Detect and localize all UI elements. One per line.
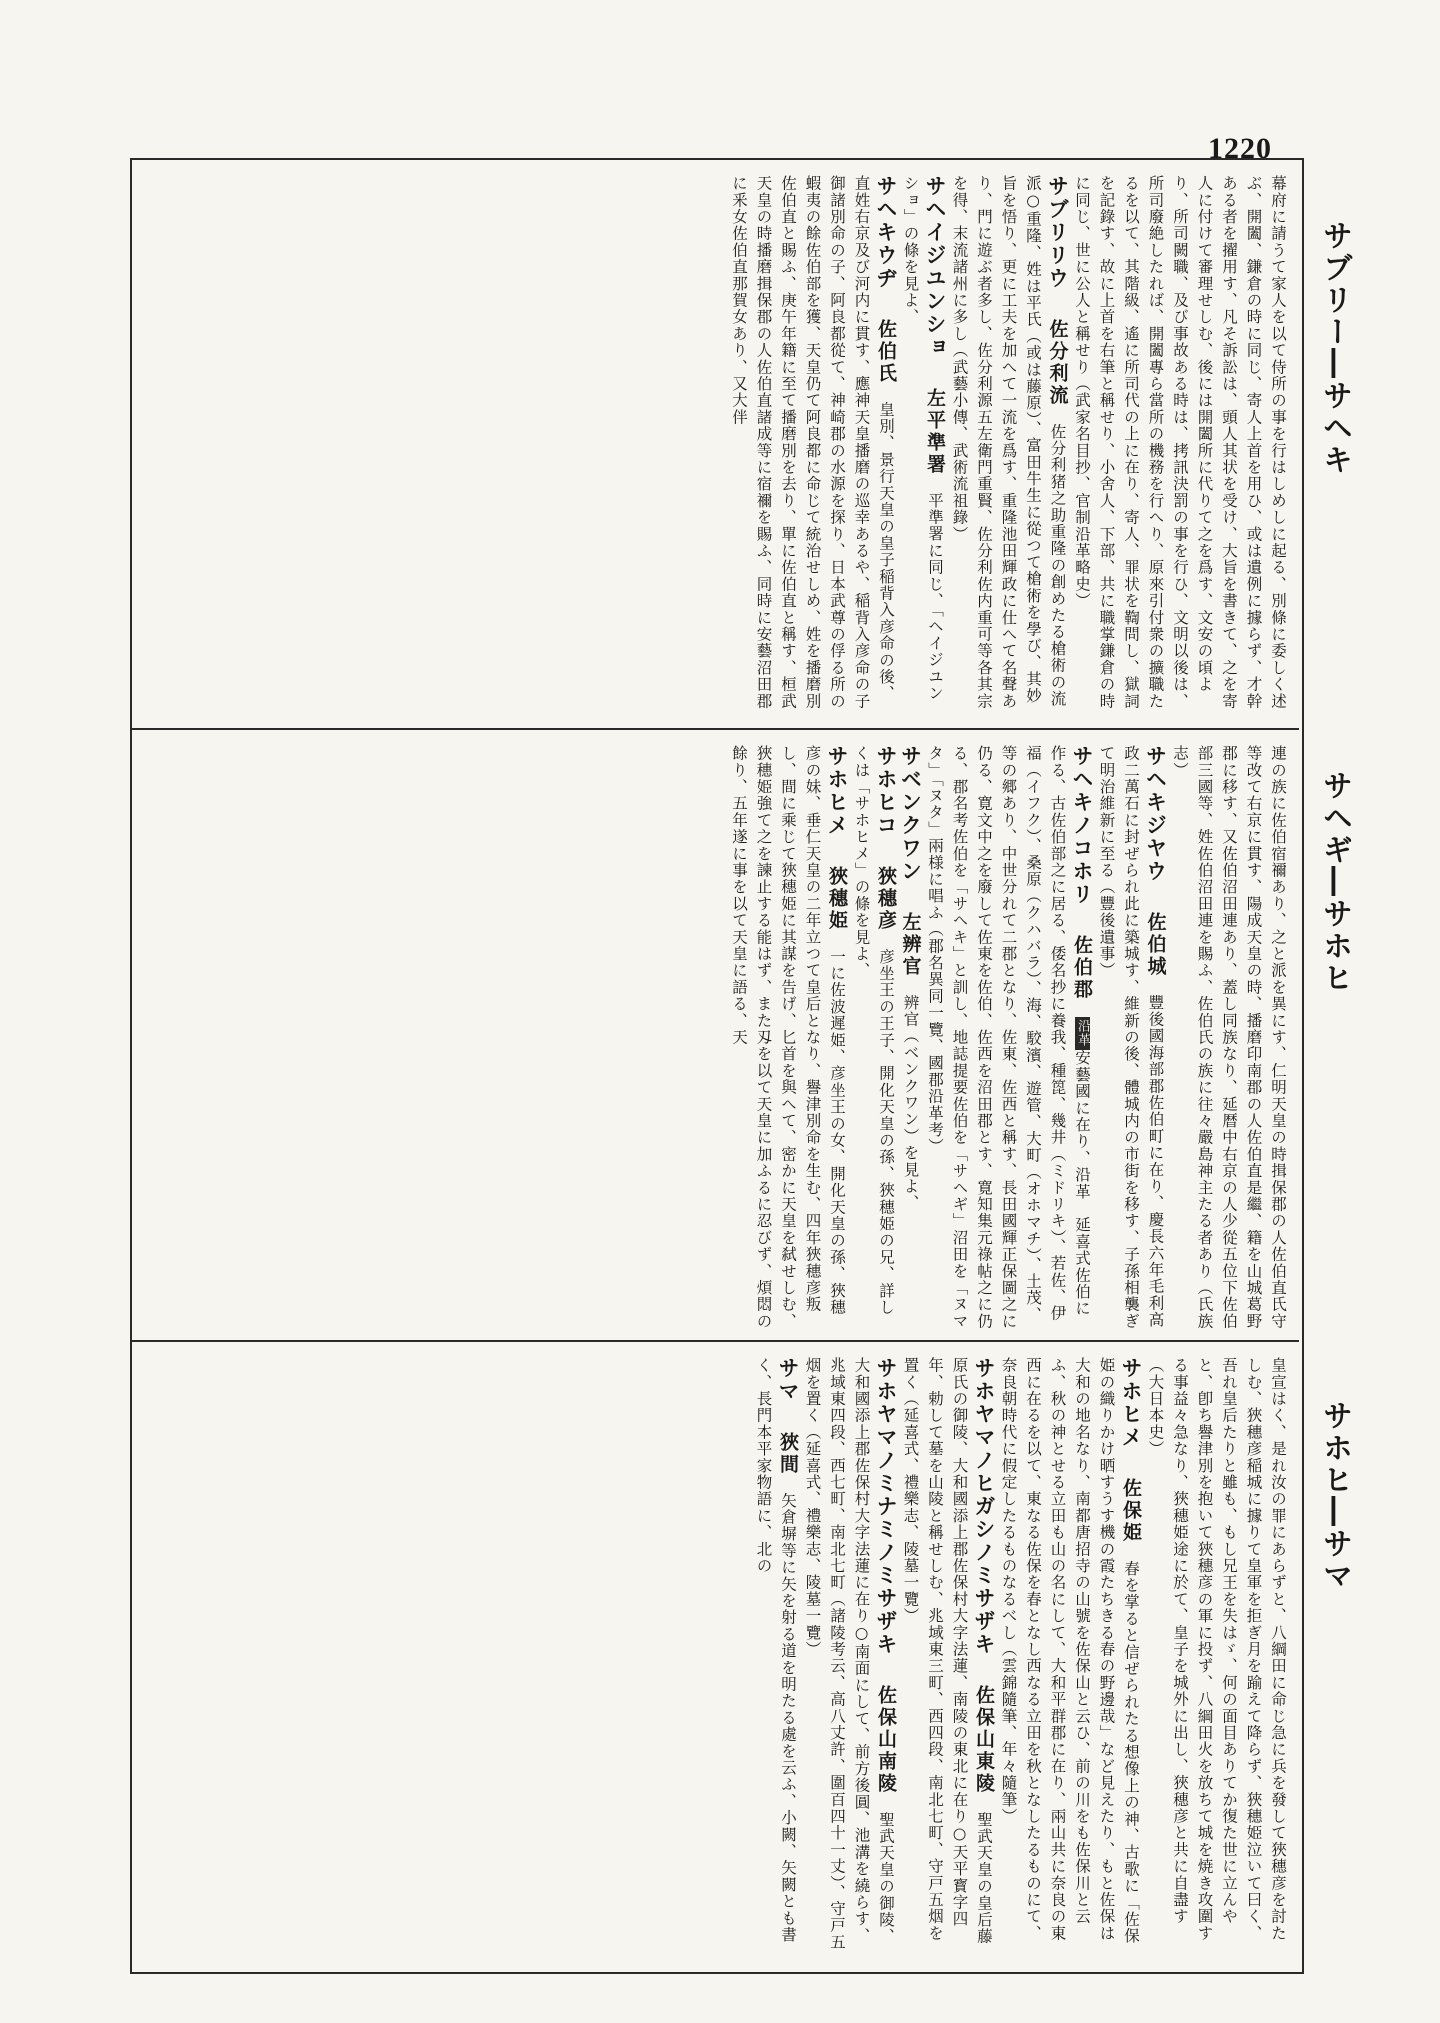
entry <box>898 175 947 715</box>
entry-heading: サホヤマノミナミノミサザキ <box>874 1357 898 1656</box>
text-band-middle <box>140 745 1290 1330</box>
entry-heading: サヘイジユンショ <box>923 175 947 359</box>
entry-text: 一に佐波遲姫、彦坐王の女、開化天皇の孫、狹穗彦の妹、垂仁天皇の二年立つて皇后となり、譽津別命を生む、四年狹穗彦叛し、間に乘じて狹穗姫に其謀を告げ、匕首を與へて、密かに天皇を弑せしむ、狹穗姫強て之を諫止する能はず、また刄を以て天皇に加ふるに忍びず、煩悶の餘り、五年遂に事を以て天皇に語る、天 <box>730 745 846 1330</box>
entry-kanji: 佐伯城 <box>1144 911 1167 978</box>
entry-text: 彦坐王の王子、開化天皇の孫、狹穗姫の兄、詳しくは「サホヒメ」の條を見よ、 <box>852 745 895 1316</box>
entry-text: 春を掌ると信ぜられたる想像上の神、古歌に「佐保姫の織りかけ晒すうす機の霞たちきる春の野邊哉」など見えたり、もと佐保は大和の地名なり、南都唐招寺の山號を佐保山と云ひ、前の川をも佐保川と云ふ、秋の神とせる立田も山の名にして、大和平群郡に在り、兩山共に奈良の東西に在るを以て、東なる佐保を春となし西なる立田を秋となしたるものにて、奈良朝時代に假定したるものなるべし（雲錦隨筆、年々隨筆） <box>999 1357 1140 1945</box>
entry <box>727 745 850 1330</box>
entry-heading: サマ <box>776 1357 800 1403</box>
entry-text: 皇別、景行天皇の皇子稲背入彦命の後、直姓右京及び河内に貫す、應神天皇播磨の巡幸あるや、稲背入彦命の子御諸別命の子、阿良都從て、神崎郡の水源を探り、日本武尊の俘る所の蝦夷の餘佐伯部を獲、天皇仍て阿良都に命じて統治せしめ、姓を播磨別佐伯直と賜ふ、庚午年籍に至て播磨別を去り、單に佐伯直と稱す、桓武天皇の時播磨揖保郡の人佐伯直諸成等に宿禰を賜ふ、同時に安藝沼田郡に釆女佐伯直那賀女あり、又大伴 <box>730 175 895 710</box>
entry-heading: サヘキジヤウ <box>1143 745 1168 883</box>
entry <box>727 175 899 715</box>
entry-kanji: 佐保山南陵 <box>875 1684 897 1795</box>
entry <box>751 1357 800 1957</box>
text-band-bottom <box>140 1357 1290 1957</box>
entry <box>849 745 898 1330</box>
entry-heading: サヘキウヂ <box>874 175 898 290</box>
entry-kanji: 佐分利流 <box>1046 318 1069 407</box>
entry-kanji: 左平準署 <box>924 387 946 476</box>
section-divider <box>132 1340 1299 1342</box>
entry-text: 安藝國に在り、沿革 延喜式佐伯に作る、古佐伯部之に居る、倭名抄に養我、種箆、幾井（ミドリキ）、若佐、伊福（イフク）、桑原（クハバラ）、海、駮濱、遊管、大町（オホマチ）、土茂、等の郷あり、中世分れて二郡となり、佐東、佐西と稱す、長田國輝正保圖之に仍る、寛文中之を廢して佐東を佐伯、佐西を沼田郡とす、寛知集元祿帖之に仍る、郡名考佐伯を「サヘキ」と訓し、地誌提要佐伯を「サヘギ」沼田を「ヌマタ」「ヌタ」兩様に唱ふ（郡名異同一覽、國郡沿革考） <box>926 745 1091 1330</box>
entry-kanji: 狹穗彦 <box>875 865 897 932</box>
entry-heading: サヘキノコホリ <box>1070 745 1094 906</box>
entry-text: 矢倉塀等に矢を射る道を明たる處を云ふ、小闕、矢闕とも書く、長門本平家物語に、北の <box>754 1357 797 1944</box>
entry-text: 平準署に同じ、「ヘイジユンショ」の條を見よ、 <box>901 175 944 702</box>
entry-heading: サホヒコ <box>874 745 898 837</box>
continued-text: 皇宣はく、是れ汝の罪にあらずと、八綱田に命じ急に兵を發して狹穗彦を討たしむ、狹穗彦稲城に據りて皇軍を拒ぎ月を踰えて降らず、狹穗姫泣いて曰く、吾れ皇后たりと雖も、もし兄王を失はゞ、何の面目ありてか復た世に立んやと、卽ち譽津別を抱いて狹穗彦の軍に投ず、八綱田火を放ちて城を焼き攻圍する事益々急なり、狹穗姫途に於て、皇子を城外に出し、狹穗彦と共に自盡す（大日本史） <box>1146 1357 1287 1942</box>
entry-kanji: 狹穗姫 <box>826 865 848 932</box>
entry-kanji: 左辨官 <box>899 911 922 978</box>
continued-text: 幕府に請うて家人を以て侍所の事を行はしめしに起る、別條に委しく述ぶ、開闔、鎌倉の時に同じ、寄人上首を用ひ、或は遺例に據らず、才幹ある者を擢用す、凡そ訴訟は、頭人其状を受け、大旨を書きて、之を寄人に付けて審理せしむ、後には開闔所に代りて之を爲す、文安の頃より、所司闕職、及び事故ある時は、拷訊決罰の事を行ひ、文明以後は、所司廢絶したれば、開闔專ら當所の機務を行へり、原來引付衆の擴職たるを以て、其階級、遙に所司代の上に在り、寄人、罪状を鞫問し、獄詞を記錄す、故に上首を右筆と稱せり、小舍人、下部、共に職掌鎌倉の時に同じ、世に公人と稱せり（武家名目抄、官制沿革略史） <box>1073 175 1287 710</box>
entry-text: 聖武天皇の御陵、大和國添上郡佐保村大字法蓮に在り○南面にして、前方後圓、池溝を繞らす、兆域東四段、西七町、南北七町（諸陵考云、高八丈許、圍百四十一丈）、守戸五烟を置く（延喜式、禮樂志、陵墓一覽） <box>803 1357 895 1951</box>
entry <box>898 745 923 1330</box>
entry <box>898 1357 996 1957</box>
entry <box>996 1357 1143 1957</box>
entry-text: 辨官（ベンクワン）を見よ、 <box>901 994 920 1212</box>
entry-text: 聖武天皇の皇后藤原氏の御陵、大和國添上郡佐保村大字法蓮、南陵の東北に在り○天平寳字四年、勅して墓を山陵と稱せしむ、兆域東三町、西四段、南北七町、守戸五烟を置く（延喜式、禮樂志、陵墓一覽） <box>901 1357 993 1945</box>
page-number: 1220 <box>1208 132 1272 165</box>
entry-heading: サホヒメ <box>1119 1357 1143 1449</box>
running-head: サホヒ―サマ <box>1317 1400 1352 1592</box>
entry-text: 豐後國海部郡佐伯町に在り、慶長六年毛利高政二萬石に封ぜられ此に築城す、維新の後、體城内の市街を移す、子孫相襲ぎて明治維新に至る（豐後遺事） <box>1097 745 1165 1330</box>
entry-kanji: 狹間 <box>777 1431 799 1476</box>
entry <box>1094 745 1168 1330</box>
entry-text: 佐分利猪之助重隆の創めたる槍術の流派○重隆、姓は平氏（或は藤原）、富田牛生に從つて槍術を學び、其妙旨を悟り、更に工夫を加へて一流を爲す、重隆池田輝政に仕へて名聲あり、門に遊ぶ者多し、佐分利源五左衛門重賢、佐分利佐内重可等各其宗を得、末流諸州に多し（武藝小傳、武術流祖錄） <box>950 175 1067 710</box>
entry <box>923 745 1095 1330</box>
entry <box>800 1357 898 1957</box>
running-head: サヘギ―サホヒ <box>1317 770 1352 994</box>
tag-label: 沿革 <box>1075 1019 1090 1048</box>
running-head: サブリー―サヘキ <box>1317 220 1352 476</box>
entry-heading: サブリリウ <box>1045 175 1070 290</box>
entry <box>947 175 1070 715</box>
entry-heading: サホヤマノヒガシノミサザキ <box>972 1357 996 1656</box>
continued-text: 連の族に佐伯宿禰あり、之と派を異にす、仁明天皇の時揖保郡の人佐伯直氏守等改て右京に貫す、陽成天皇の時、播磨印南郡の人佐伯直是繼、籍を山城葛野郡に移す、又佐伯沼田連あり、蓋し同族なり、延暦中右京の人少從五位下佐伯部三國等、姓佐伯沼田連を賜ふ、佐伯氏の族に往々嚴島神主たる者あり（氏族志） <box>1171 745 1287 1330</box>
entry-kanji: 佐伯郡 <box>1071 934 1093 1001</box>
entry-heading: サベンクワン <box>898 745 923 883</box>
entry-kanji: 佐保姫 <box>1120 1477 1142 1544</box>
section-divider <box>132 728 1299 730</box>
entry-kanji: 佐保山東陵 <box>973 1684 995 1795</box>
entry-kanji: 佐伯氏 <box>875 318 897 385</box>
text-band-top <box>140 175 1290 715</box>
entry-heading: サホヒメ <box>825 745 849 837</box>
